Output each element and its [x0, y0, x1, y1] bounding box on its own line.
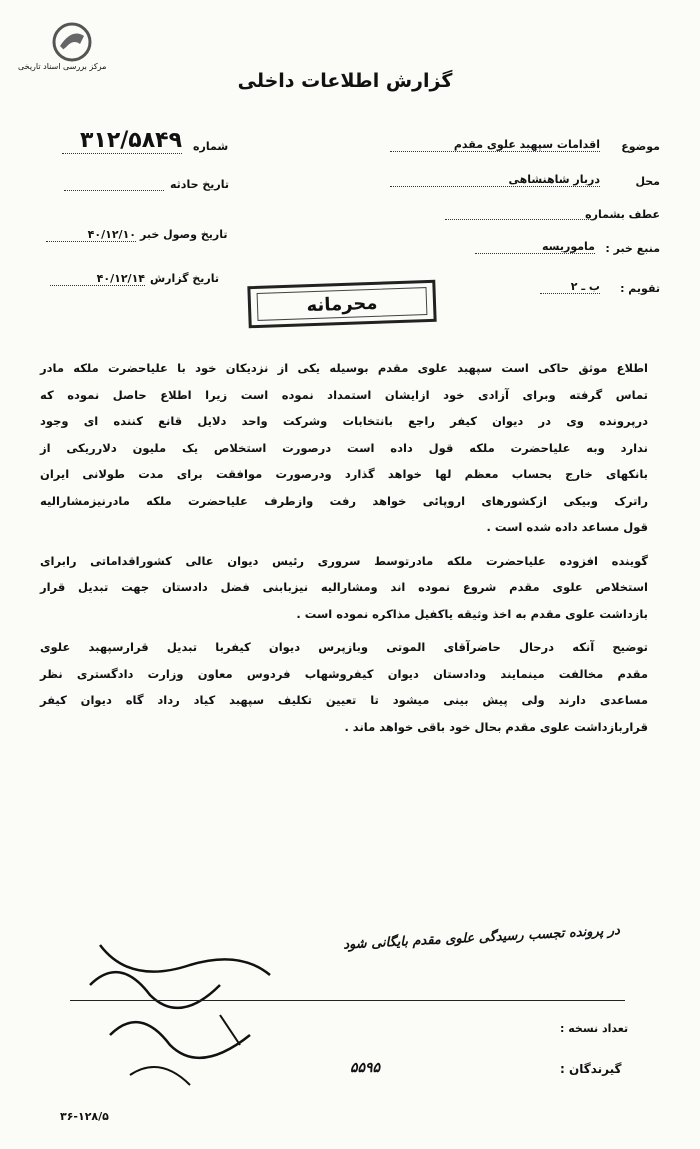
report-date-value: ۴۰/۱۲/۱۴ [50, 272, 145, 286]
body-line: مساعدی دارند ولی پیش بینی میشود تا تعیین تکلیف سپهبد کیاد رداد گاه دیوان کیفر [40, 693, 648, 707]
reference-blank [445, 219, 595, 220]
receive-date-value: ۴۰/۱۲/۱۰ [46, 228, 136, 242]
copies-label: تعداد نسخه : [560, 1022, 629, 1035]
body-line: راترک وبیکی ازکشورهای اروپائی خواهد رفت وازطرف علیاحضرت ملکه مادرنیزمشارالیه [40, 493, 648, 508]
handwritten-note: در پرونده تجسب رسیدگی علوی مقدم بایگانی شود [342, 923, 621, 953]
archive-logo-icon [50, 22, 94, 62]
body-paragraph-2 [40, 555, 648, 635]
stamp-text: محرمانه [306, 292, 378, 316]
body-line: توضیح آنکه درحال حاضرآقای الموتی وبازپرس دیوان کیفربا تبدیل قرارسپهبد علوی [40, 640, 648, 654]
body-line: بانکهای خارج بحساب معظم لها خواهد گذارد ودرصورت موافقت برای مدت طولانی ایران [40, 467, 648, 481]
archive-logo-text: مرکز بررسی اسناد تاریخی [18, 62, 107, 71]
subject-label: موضوع [621, 140, 660, 153]
body-line: ندارد وبه علیاحضرت ملکه قول داده است درصورت استخلاص یک ملیون دلارریکی از [40, 440, 648, 455]
assessment-label: تقویم : [620, 282, 660, 295]
footer-divider [70, 1000, 625, 1001]
subject-value: اقدامات سپهبد علوی مقدم [390, 138, 600, 152]
reference-label: عطف بشماره [585, 208, 660, 221]
body-line: اطلاع موثق حاکی است سپهبد علوی مقدم بوسیله یکی از نزدیکان خود با علیاحضرت ملکه مادر [40, 361, 648, 375]
body-line: قراربازداشت علوی مقدم بحال خود باقی خواهد ماند . [344, 719, 648, 734]
handwritten-scrawl-icon [70, 925, 290, 1105]
body-line: گوینده افزوده علیاحضرت ملکه مادرتوسط سروری رئیس دیوان عالی کشوراقداماتی رابرای [40, 553, 648, 568]
confidential-stamp [247, 280, 436, 329]
body-line: قول مساعد داده شده است . [486, 520, 648, 534]
body-line: تماس گرفته وبرای آزادی خود ازایشان استمداد نموده است زیرا اطلاع حاصل نموده که [40, 387, 648, 402]
incident-date-blank [64, 190, 164, 191]
recipients-label: گیرندگان : [560, 1062, 622, 1076]
location-label: محل [635, 175, 660, 188]
location-value: دربار شاهنشاهی [390, 173, 600, 187]
body-line: استخلاص علوی مقدم شروع نموده اند ومشارالیه نیزبابنی فضل دادستان جهت تبدیل قرار [40, 580, 648, 594]
document-code: ۳۶-۱۲۸/۵ [60, 1110, 109, 1123]
incident-date-label: تاریخ حادثه [170, 178, 229, 191]
body-paragraph-3 [40, 641, 648, 747]
source-value: ماموریسه [475, 240, 595, 254]
body-line: مقدم مخالفت مینمایند ودادستان دیوان کیفروشهاب فردوس معاون وزارت دادگستری نظر [40, 666, 648, 681]
receive-date-label: تاریخ وصول خبر [140, 228, 228, 241]
body-line: درپرونده وی در دیوان کیفر راجع بانتخابات وشرکت واحد دلایل قانع کننده ای وجود [40, 414, 648, 428]
report-body [40, 362, 648, 754]
source-label: منبع خبر : [605, 242, 660, 255]
number-value: ۳۱۲/۵۸۴۹ [62, 128, 182, 154]
number-label: شماره [193, 140, 229, 153]
body-paragraph-1 [40, 362, 648, 548]
body-line: بازداشت علوی مقدم به اخذ وثیقه یاکفیل مذاکره نموده است . [296, 606, 648, 621]
report-title: گزارش اطلاعات داخلی [237, 70, 453, 92]
report-date-label: تاریخ گزارش [150, 272, 220, 285]
serial-number: ۵۵۹۵ [350, 1060, 381, 1076]
assessment-value: ب ـ ۲ [540, 280, 600, 294]
